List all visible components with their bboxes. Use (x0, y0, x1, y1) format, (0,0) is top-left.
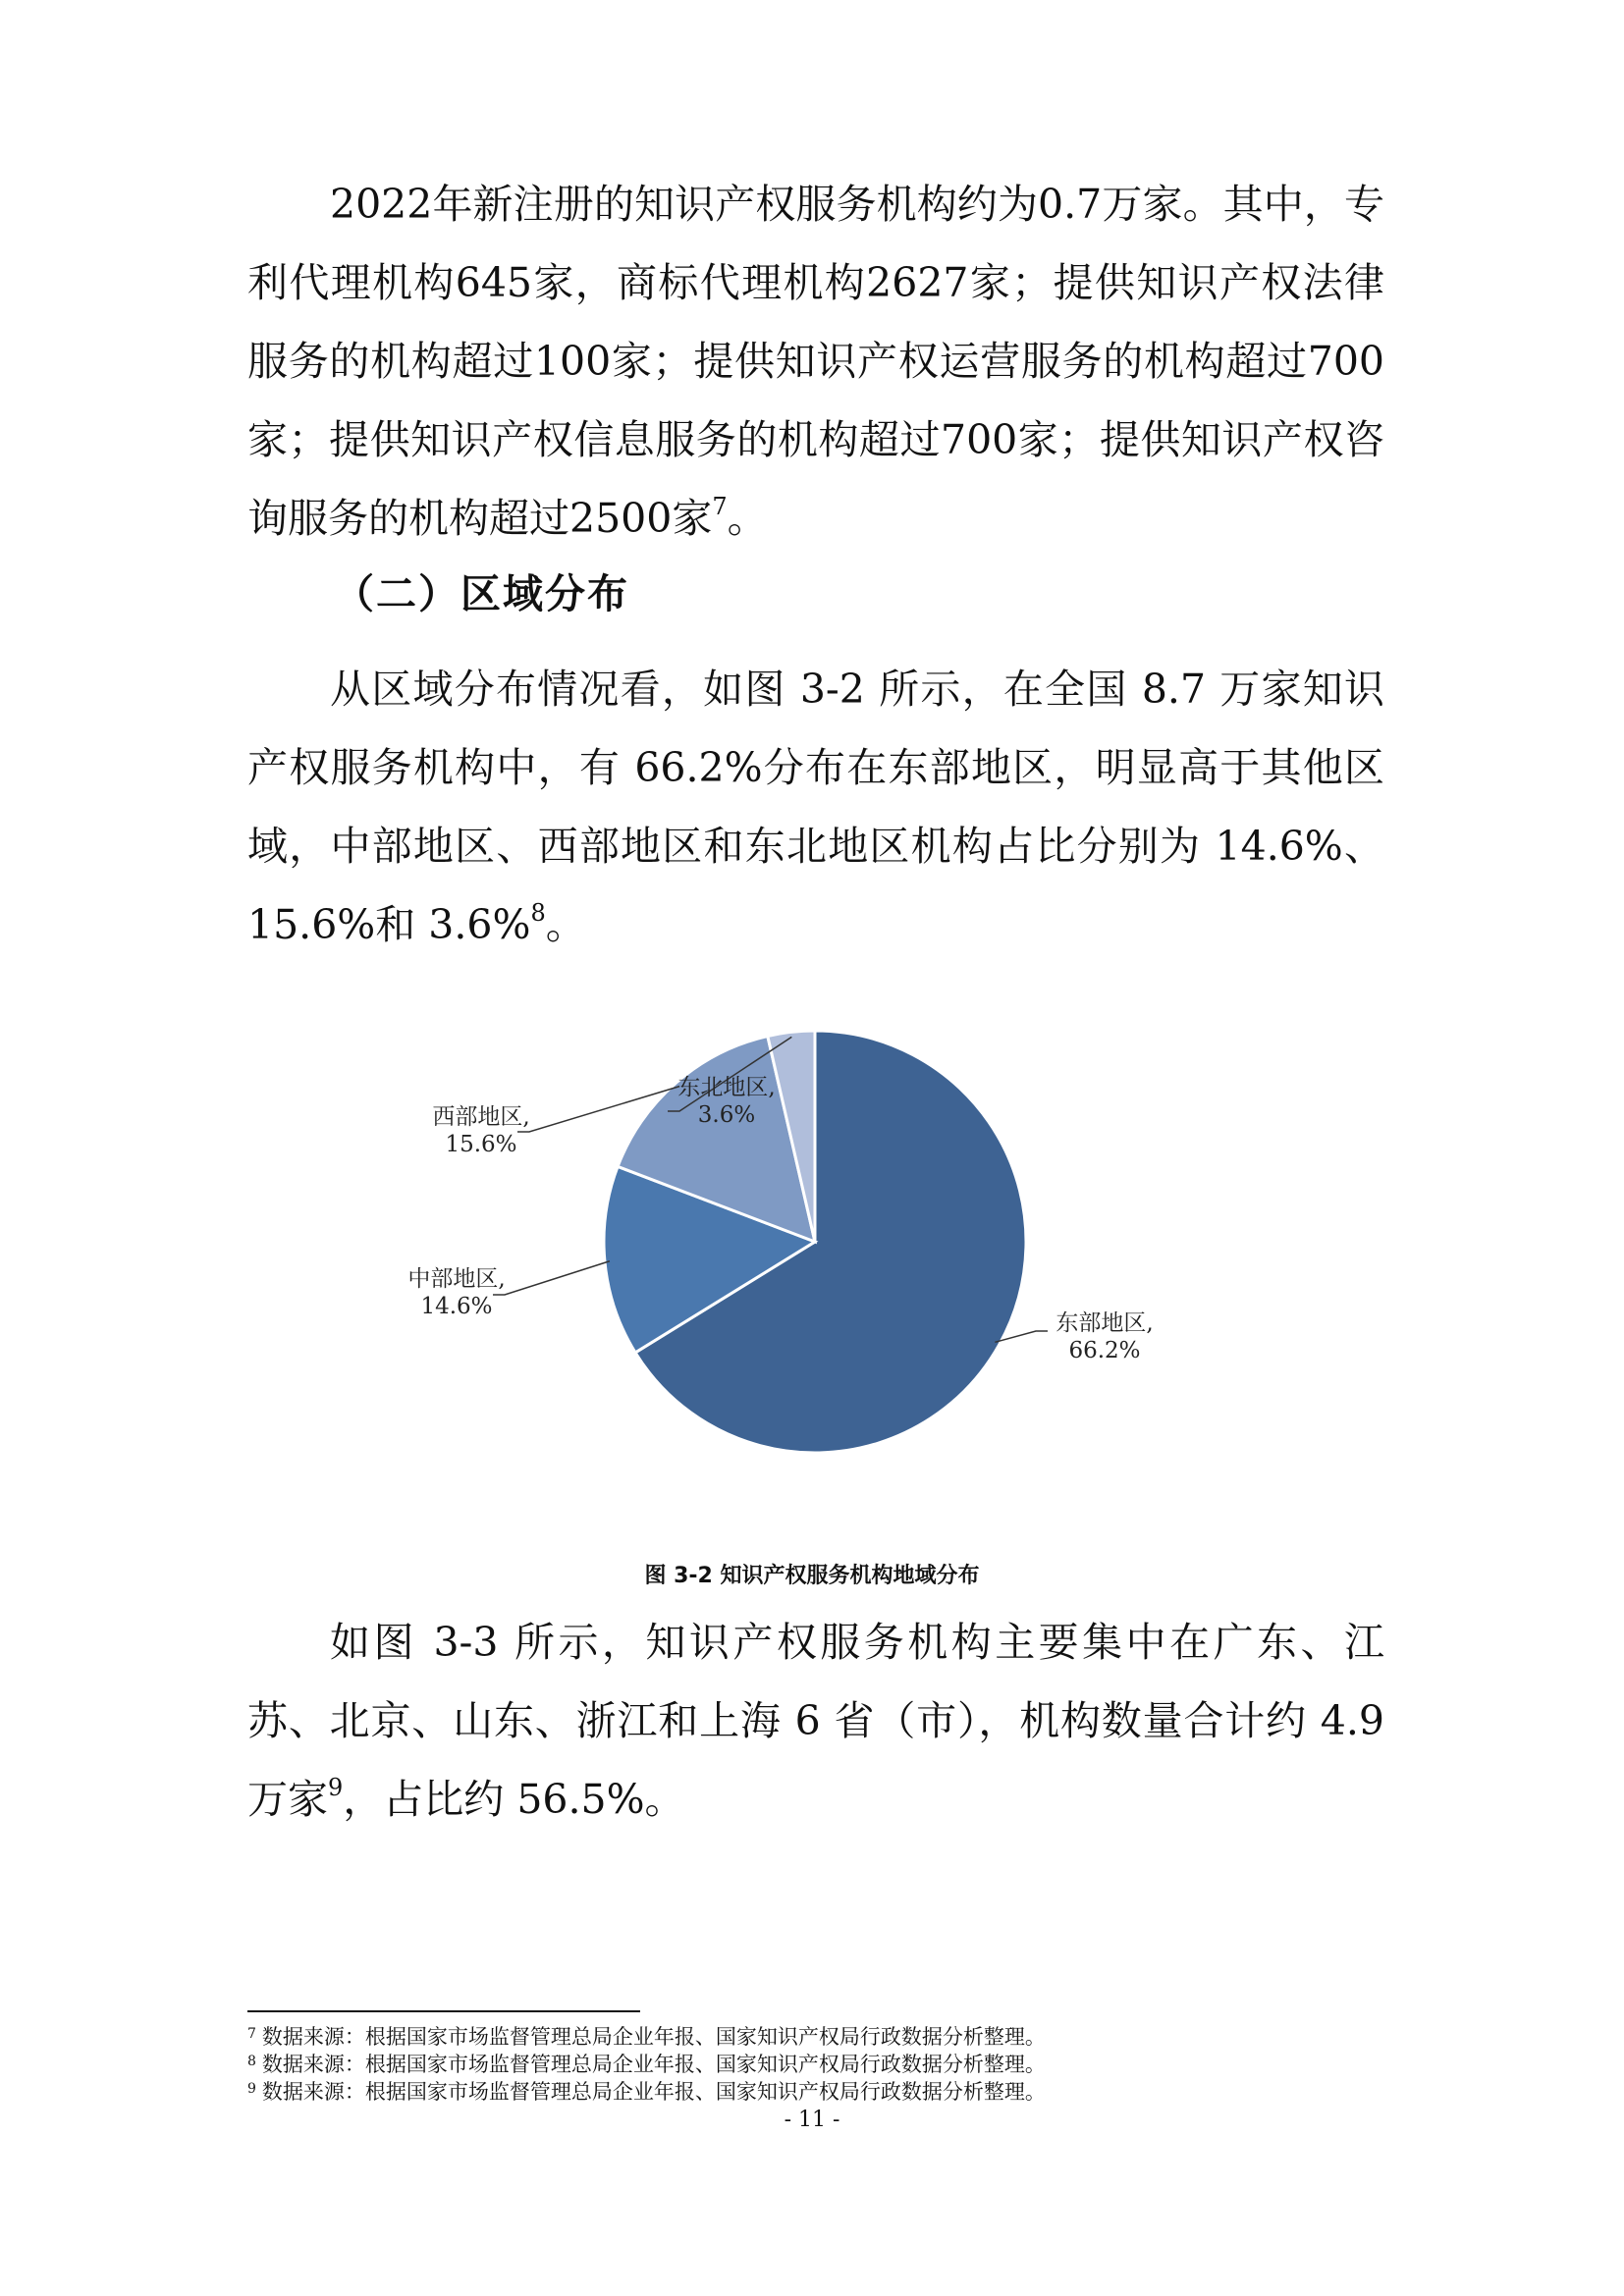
footnote-text: 数据来源：根据国家市场监督管理总局企业年报、国家知识产权局行政数据分析整理。 (261, 2080, 1046, 2104)
slice-value-label-2: 15.6% (445, 1132, 517, 1157)
footnote-ref[interactable]: 8 (530, 899, 546, 927)
slice-label-1: 中部地区, (407, 1266, 506, 1292)
paragraph-new-registrations (247, 165, 1384, 558)
leader-line-1 (493, 1261, 610, 1295)
paragraph-text: 2022年新注册的知识产权服务机构约为0.7万家。其中，专利代理机构645家，商标代理机构2627家；提供知识产权法律服务的机构超过100家；提供知识产权运营服务的机构超过700家；提供知识产权信息服务的机构超过700家；提供知识产权咨询服务的机构超过2500家 (247, 181, 1384, 542)
slice-value-label-3: 3.6% (697, 1102, 756, 1128)
slice-value-label-1: 14.6% (420, 1294, 493, 1319)
footnote-number: 7 (247, 2026, 256, 2042)
paragraph-text: 如图 3-3 所示，知识产权服务机构主要集中在广东、江苏、北京、山东、浙江和上海 6 省（市），机构数量合计约 4.9 万家 (247, 1619, 1384, 1823)
footnote-text: 数据来源：根据国家市场监督管理总局企业年报、国家知识产权局行政数据分析整理。 (261, 2025, 1046, 2049)
slice-label-2: 西部地区, (432, 1104, 530, 1130)
paragraph-end: 。 (545, 901, 586, 948)
footnote-7 (247, 2020, 1384, 2051)
paragraph-end: ，占比约 56.5%。 (343, 1776, 685, 1823)
slice-label-3: 东北地区, (677, 1075, 776, 1100)
footnote-separator (247, 2010, 640, 2012)
slice-label-0: 东部地区, (1056, 1310, 1154, 1336)
footnote-9 (247, 2075, 1384, 2106)
footnote-8 (247, 2048, 1384, 2078)
pie-chart (373, 967, 1257, 1487)
section-heading: （二）区域分布 (334, 570, 629, 617)
paragraph-text: 从区域分布情况看，如图 3-2 所示，在全国 8.7 万家知识产权服务机构中，有 66.2%分布在东部地区，明显高于其他区域，中部地区、西部地区和东北地区机构占比分别为 14.6%、15.6%和 3.6% (247, 666, 1384, 948)
footnote-ref[interactable]: 9 (328, 1774, 344, 1801)
figure-caption: 图 3-2 知识产权服务机构地域分布 (644, 1564, 980, 1588)
footnote-ref[interactable]: 7 (712, 493, 728, 520)
paragraph-regional-distribution (247, 650, 1384, 964)
slice-value-label-0: 66.2% (1068, 1338, 1141, 1363)
paragraph-top-provinces (247, 1603, 1384, 1839)
page-number: - 11 - (784, 2108, 840, 2132)
footnote-number: 8 (247, 2054, 256, 2069)
footnote-text: 数据来源：根据国家市场监督管理总局企业年报、国家知识产权局行政数据分析整理。 (261, 2053, 1046, 2076)
paragraph-end: 。 (727, 495, 768, 542)
footnote-number: 9 (247, 2081, 256, 2097)
